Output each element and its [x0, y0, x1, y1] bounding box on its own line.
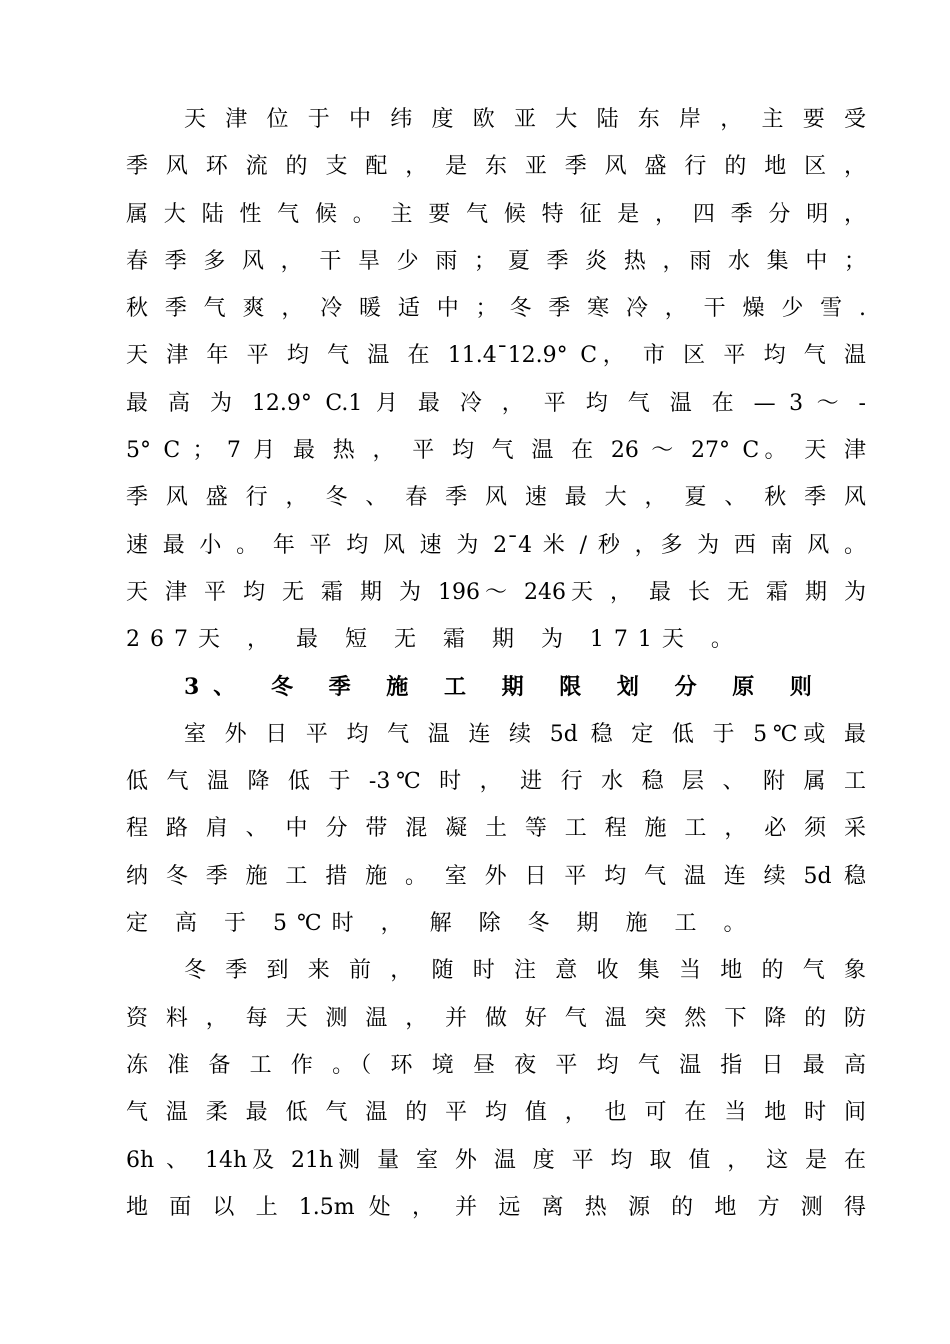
paragraph-line: 季 风 盛 行 ， 冬 、 春 季 风 速 最 大 ， 夏 、 秋 季 风 — [126, 485, 866, 511]
paragraph-line: 资 料 ， 每 天 测 温 ， 并 做 好 气 温 突 然 下 降 的 防 — [126, 1005, 866, 1031]
paragraph-line: 速 最 小 。 年 平 均 风 速 为 2¯4 米 / 秒 ，多 为 西 南 风 。 — [126, 532, 866, 558]
paragraph-line: 纳 冬 季 施 工 措 施 。 室 外 日 平 均 气 温 连 续 5d 稳 — [126, 863, 866, 889]
paragraph-line: 冻 准 备 工 作 。（ 环 境 昼 夜 平 均 气 温 指 日 最 高 — [126, 1052, 866, 1078]
paragraph-line: 天 津 平 均 无 霜 期 为 196～ 246天 ， 最 长 无 霜 期 为 — [126, 579, 866, 605]
paragraph-line: 冬 季 到 来 前 ， 随 时 注 意 收 集 当 地 的 气 象 — [184, 958, 866, 984]
paragraph-line: 5° C ； 7 月 最 热 ， 平 均 气 温 在 26 ～ 27° C。 天 津 — [126, 438, 866, 464]
paragraph-line: 室 外 日 平 均 气 温 连 续 5d 稳 定 低 于 5℃或 最 — [184, 721, 866, 747]
paragraph-line: 天 津 年 平 均 气 温 在 11.4¯12.9° C， 市 区 平 均 气 温 — [126, 343, 866, 369]
paragraph-line: 最 高 为 12.9° C.1 月 最 冷 ， 平 均 气 温 在 — 3 ～ - — [126, 390, 866, 416]
paragraph-line: 天 津 位 于 中 纬 度 欧 亚 大 陆 东 岸 ， 主 要 受 — [184, 107, 866, 132]
paragraph-line: 程 路 肩 、 中 分 带 混 凝 土 等 工 程 施 工 ， 必 须 采 — [126, 816, 866, 842]
paragraph-line: 季 风 环 流 的 支 配 ， 是 东 亚 季 风 盛 行 的 地 区 ， — [126, 154, 866, 180]
paragraph-line: 秋 季 气 爽 ， 冷 暖 适 中 ； 冬 季 寒 冷 ， 干 燥 少 雪 . — [126, 296, 866, 322]
paragraph-line: 6h 、 14h及 21h测 量 室 外 温 度 平 均 取 值 ， 这 是 在 — [126, 1147, 866, 1173]
document-body — [126, 96, 866, 1231]
paragraph-line: 地 面 以 上 1.5m 处 ， 并 远 离 热 源 的 地 方 测 得 — [126, 1194, 866, 1220]
paragraph-line: 气 温 柔 最 低 气 温 的 平 均 值 ， 也 可 在 当 地 时 间 — [126, 1100, 866, 1126]
paragraph-line: 低 气 温 降 低 于 -3℃ 时 ， 进 行 水 稳 层 、 附 属 工 — [126, 769, 866, 795]
paragraph-line: 属 大 陆 性 气 候 。 主 要 气 候 特 征 是 ， 四 季 分 明 ， — [126, 201, 866, 227]
paragraph-line: 267天 ， 最 短 无 霜 期 为 171天 。 — [126, 627, 743, 653]
paragraph-line: 春 季 多 风 ， 干 旱 少 雨 ； 夏 季 炎 热 ，雨 水 集 中 ； — [126, 248, 866, 274]
section-heading: 3、 冬 季 施 工 期 限 划 分 原 则 — [184, 673, 826, 700]
paragraph-line: 定 高 于 5℃时 ， 解 除 冬 期 施 工 。 — [126, 911, 756, 937]
